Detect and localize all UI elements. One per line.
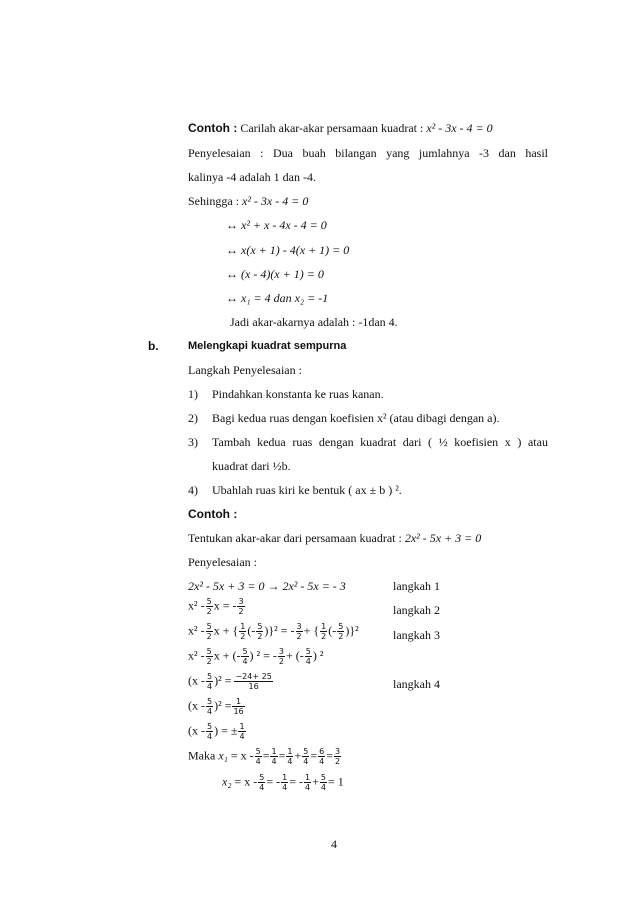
step-item	[188, 482, 402, 498]
word: bilangan	[335, 146, 377, 160]
word: yang	[386, 146, 410, 160]
question-line	[188, 530, 481, 546]
conclusion: Jadi akar-akarnya adalah : -1dan 4.	[230, 315, 398, 329]
word: jumlahnya	[418, 146, 470, 160]
solution-line2: kalinya -4 adalah 1 dan -4.	[188, 170, 316, 184]
question-equation: 2x² - 5x + 3 = 0	[404, 531, 482, 545]
math-line-3: x² - $\frac{5}{2}$ x + { $\frac{1}{2}$ (- $\frac{5}{2}$ )}² = - $\frac{3}{2}$ + { $\frac{1}{2}$ (- $\frac{5}{2}$ )}²	[188, 622, 359, 641]
step-text	[212, 434, 548, 450]
word: Dua	[272, 146, 293, 160]
so-line	[188, 193, 308, 209]
x2-label: x₂	[222, 774, 232, 789]
step-text: Bagi kedua ruas dengan koefisien x² (atau dibagi dengan a).	[212, 411, 500, 425]
word: ruas	[292, 435, 313, 449]
result-x1: Maka x₁ = x - $\frac{5}{4}$ = $\frac{1}{4}$ = $\frac{1}{4}$ + $\frac{5}{4}$ = $\frac{6}{4}$ = $\frac{3}{2}$	[188, 747, 341, 766]
step-text: Pindahkan konstanta ke ruas kanan.	[212, 387, 384, 401]
word: dan	[498, 146, 516, 160]
steps-title: Langkah Penyelesaian :	[188, 363, 302, 377]
step-line: ↔ x₁ = 4 dan x₂ = -1	[226, 291, 329, 305]
question-text: Tentukan akar-akar dari persamaan kuadrat :	[188, 531, 402, 545]
step-num: 2)	[188, 411, 198, 425]
math-line-2: x² - $\frac{5}{2}$ x = - $\frac{3}{2}$	[188, 597, 244, 616]
word: kedua	[257, 435, 286, 449]
word: kuadrat	[360, 435, 397, 449]
word: x	[504, 435, 511, 449]
so-equation: x² - 3x - 4 = 0	[242, 194, 309, 208]
math-line-6: (x - $\frac{5}{4}$ )² = $\frac{1}{16}$	[188, 697, 244, 716]
example2-label: Contoh :	[188, 507, 238, 521]
step-label: langkah 2	[393, 603, 440, 617]
section-letter: b.	[148, 339, 159, 353]
word: ½	[438, 435, 448, 449]
result-x2: x₂ = x - $\frac{5}{4}$ = - $\frac{1}{4}$ = - $\frac{1}{4}$ + $\frac{5}{4}$ = 1	[222, 773, 344, 792]
word: dengan	[318, 435, 354, 449]
so-label: Sehingga :	[188, 194, 239, 208]
step-num: 4)	[188, 483, 198, 497]
step-label: langkah 4	[393, 677, 440, 691]
word: dari	[402, 435, 422, 449]
word: atau	[527, 435, 548, 449]
page-number: 4	[331, 837, 337, 851]
step-line: ↔ x(x + 1) - 4(x + 1) = 0	[226, 243, 350, 257]
step-label: langkah 3	[393, 628, 440, 642]
step-num: 1)	[188, 387, 198, 401]
section-title: Melengkapi kuadrat sempurna	[188, 340, 347, 352]
x1-label: x₁	[218, 748, 228, 763]
math-line-1: 2x² - 5x + 3 = 0 → 2x² - 5x = - 3	[188, 579, 346, 593]
word: hasil	[525, 146, 548, 160]
math-line-7: (x - $\frac{5}{4}$ ) = ± $\frac{1}{4}$	[188, 722, 245, 741]
word: )	[517, 435, 522, 449]
word: koefisien	[454, 435, 499, 449]
math-line-4: x² - $\frac{5}{2}$ x + (- $\frac{5}{4}$ ) ² = - $\frac{3}{2}$ + (- $\frac{5}{4}$ ) ²	[188, 647, 324, 666]
solution-line1	[188, 145, 548, 161]
word: :	[260, 146, 264, 160]
step-label: langkah 1	[393, 579, 440, 593]
word: Penyelesaian	[188, 146, 251, 160]
example1-text: Carilah akar-akar persamaan kuadrat :	[240, 121, 424, 135]
step-item	[188, 434, 548, 450]
solution-label: Penyelesaian :	[188, 555, 257, 569]
step-text: Ubahlah ruas kiri ke bentuk ( ax ± b ) ².	[212, 483, 402, 497]
word: -3	[479, 146, 490, 160]
example1-equation: x² - 3x - 4 = 0	[426, 121, 493, 135]
step-num: 3)	[188, 435, 198, 449]
example1-line	[188, 120, 493, 136]
step-item	[188, 410, 500, 426]
word: (	[428, 435, 432, 449]
step-line: ↔ (x - 4)(x + 1) = 0	[226, 267, 324, 281]
example1-label: Contoh :	[188, 121, 238, 135]
maka-label: Maka	[188, 748, 216, 763]
step-cont: kuadrat dari ½b.	[212, 459, 291, 473]
word: Tambah	[212, 435, 251, 449]
word: buah	[302, 146, 326, 160]
step-item	[188, 386, 384, 402]
step-line: ↔ x² + x - 4x - 4 = 0	[226, 218, 327, 232]
math-line-5: (x - $\frac{5}{4}$ )² = $\frac{-24+ 25}{16}$	[188, 672, 272, 691]
